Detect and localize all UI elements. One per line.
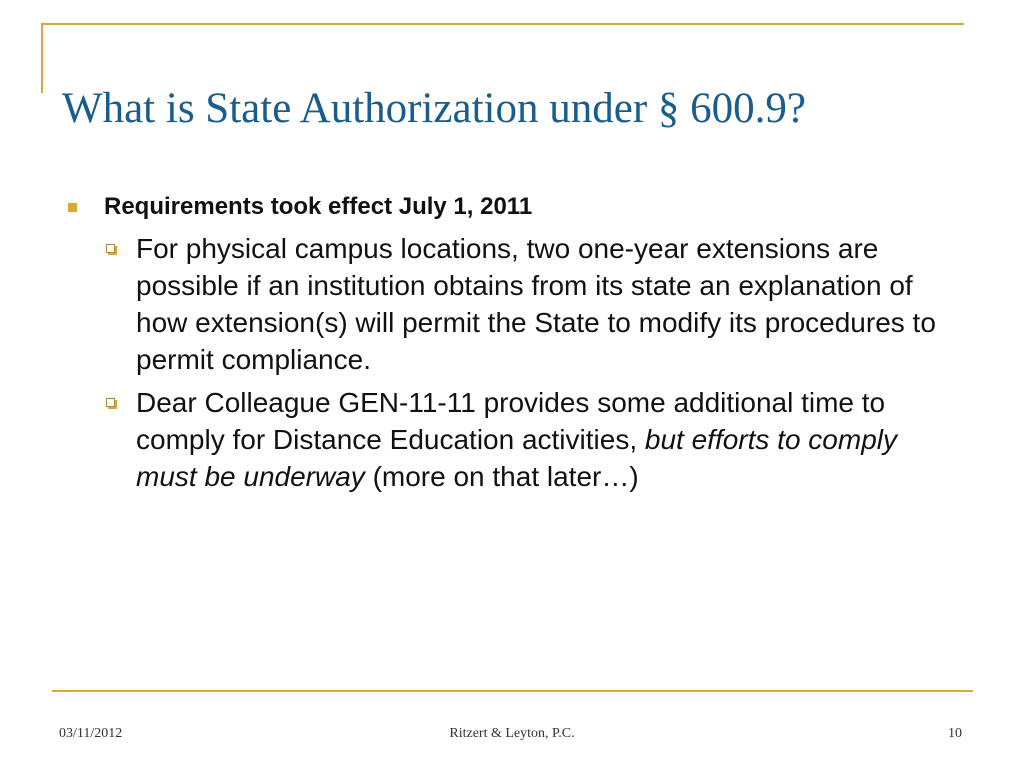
slide-title: What is State Authorization under § 600.9?	[62, 85, 806, 132]
square-bullet-icon	[68, 203, 77, 212]
sub-bullet-dear-colleague	[62, 384, 962, 495]
sub-bullet-physical-campus	[62, 230, 962, 378]
box-bullet-icon	[106, 244, 115, 253]
sub-bullet-text-emphasis: but efforts to comply must be underway	[136, 424, 897, 492]
top-rule	[41, 23, 964, 25]
sub-bullet-text-after: (more on that later…)	[364, 461, 639, 492]
bullet-requirements	[62, 184, 962, 230]
sub-bullet-text: For physical campus locations, two one-year extensions are possible if an institution obtains from its state an explanation of how extension(s) will permit the State to modify its procedures to permit compliance.	[136, 233, 936, 375]
slide-content	[62, 184, 962, 501]
footer-presenter: Ritzert & Leyton, P.C.	[449, 726, 575, 741]
page-number: 10	[948, 726, 962, 741]
bullet-text: Requirements took effect July 1, 2011	[104, 193, 533, 220]
bottom-rule	[52, 690, 973, 692]
footer-date: 03/11/2012	[59, 726, 123, 741]
left-rule	[41, 23, 43, 93]
box-bullet-icon	[106, 398, 115, 407]
sub-bullet-text-before: Dear Colleague GEN-11-11 provides some additional time to comply for Distance Education activities,	[136, 387, 886, 455]
